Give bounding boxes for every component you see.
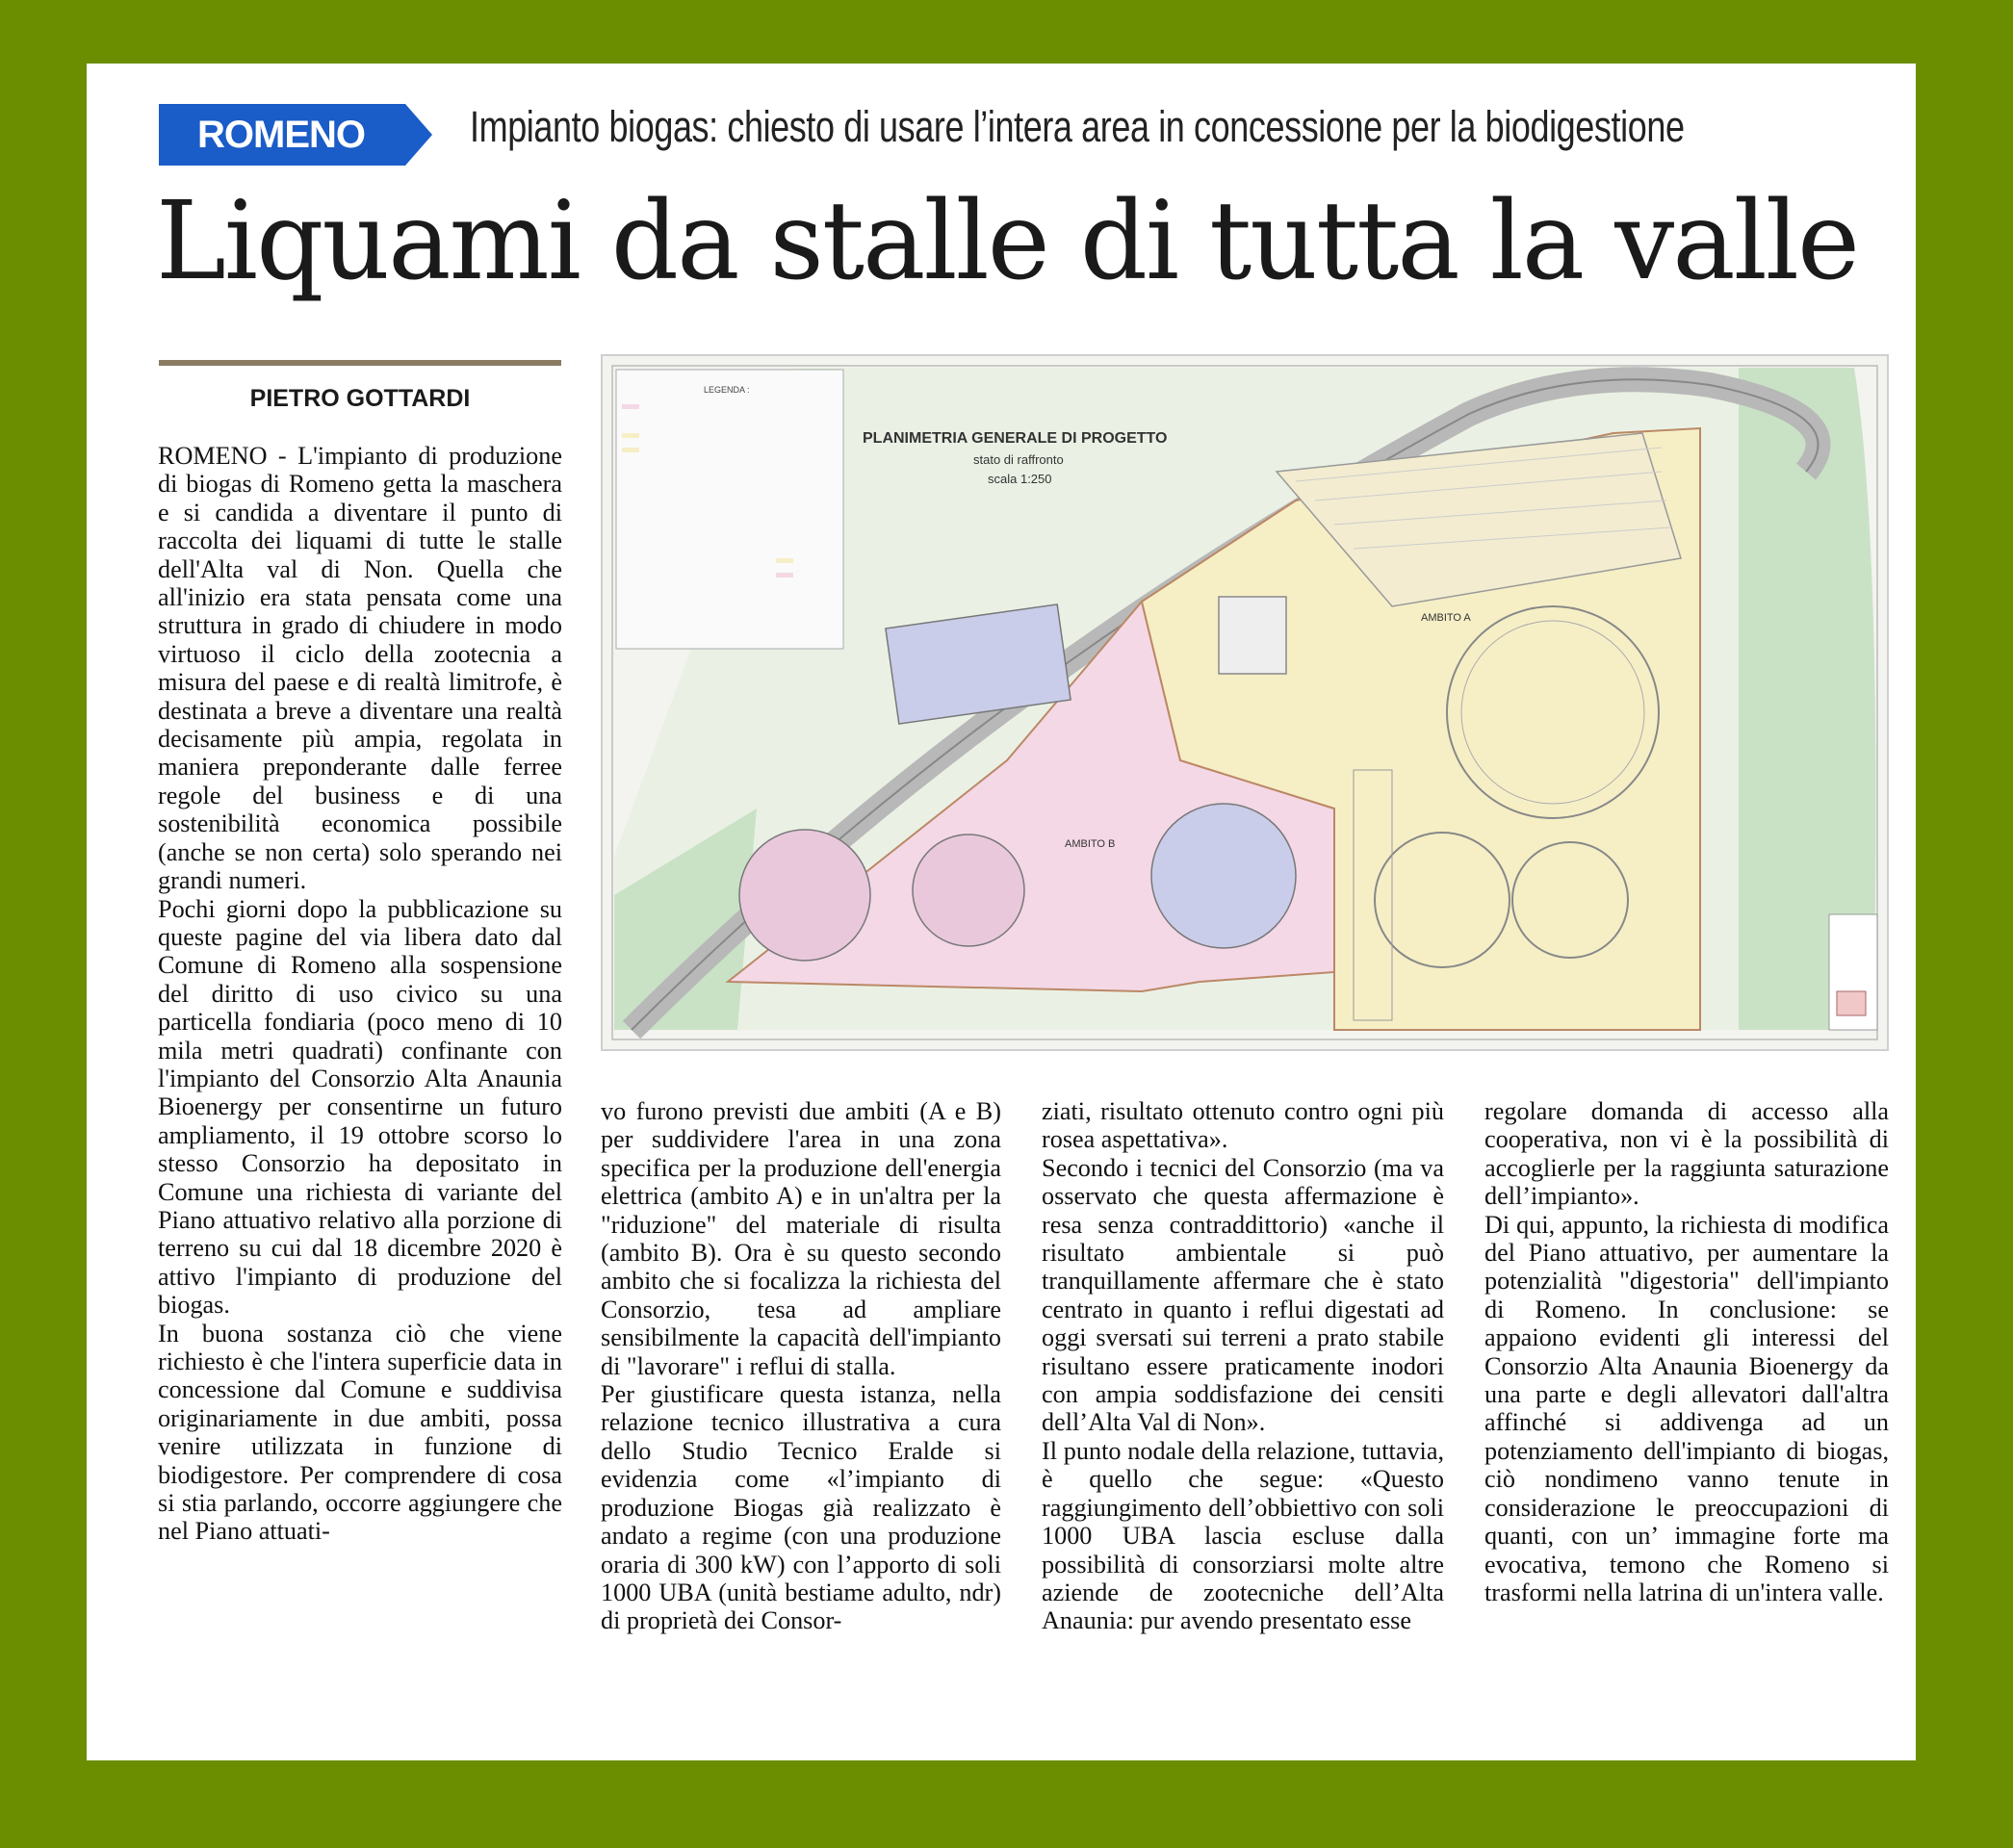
byline-rule xyxy=(159,360,561,366)
paragraph: Pochi giorni dopo la pubblicazione su queste pagine del via libera dato dal Comune di Romeno alla sospensione del diritto di uso civico su una particella fondiaria (poco meno di 10 mila metri quadrati) confinante con l'impianto del Consorzio Alta Anaunia Bioenergy per consentirne un futuro ampliamento, il 19 ottobre scorso lo stesso Consorzio ha depositato in Comune una richiesta di variante del Piano attuativo relativo alla porzione di terreno su cui dal 18 dicembre 2020 è attivo l'impianto di produzione del biogas. xyxy=(158,894,562,1320)
paragraph: Di qui, appunto, la richiesta di modifica del Piano attuativo, per aumentare la potenzialità "digestoria" dell'impianto di Romeno. In conclusione: se appaiono evidenti gli interessi del Consorzio Alta Anaunia Bioenergy da una parte e degli allevatori dall'altra affinché si addivenga ad un potenziamento dell'impianto di biogas, ciò nondimeno vanno tenute in considerazione le preoccupazioni di quanti, con un’ immagine forte ma evocativa, temono che Romeno si trasformi nella latrina di un'intera valle. xyxy=(1484,1210,1889,1606)
paragraph: ziati, risultato ottenuto contro ogni più rosea aspettativa». xyxy=(1042,1097,1444,1154)
article-headline: Liquami da stalle di tutta la valle xyxy=(156,179,1859,304)
article-column-4 xyxy=(1484,1097,1889,1606)
site-plan-figure xyxy=(601,354,1889,1051)
ambito-b-label: AMBITO B xyxy=(1065,838,1116,850)
paragraph: regolare domanda di accesso alla cooperativa, non vi è la possibilità di accoglierle per la raggiunta saturazione dell’impianto». xyxy=(1484,1097,1889,1211)
plan-scale: scala 1:250 xyxy=(988,472,1052,486)
kicker xyxy=(159,104,405,166)
article-column-3 xyxy=(1042,1097,1444,1635)
paragraph: Per giustificare questa istanza, nella relazione tecnico illustrativa a cura dello Studio Tecnico Eralde si evidenzia come «l’impianto di produzione Biogas già realizzato è andato a regime (con una produzione oraria di 300 kW) con l’apporto di soli 1000 UBA (unità bestiame adulto, ndr) di proprietà dei Consor- xyxy=(601,1380,1001,1635)
paragraph: Secondo i tecnici del Consorzio (ma va osservato che questa affermazione è resa senza contraddittorio) «anche il risultato ambientale si può tranquillamente affermare che è stato centrato in quanto i reflui digestati ad oggi sversati sui terreni a prato stabile risultano essere praticamente inodori con ampia soddisfazione dei censiti dell’Alta Val di Non». xyxy=(1042,1153,1444,1437)
article-column-1 xyxy=(158,442,562,1546)
site-plan-drawing xyxy=(603,356,1887,1049)
paragraph: Il punto nodale della relazione, tuttavia, è quello che segue: «Questo raggiungimento dell’obbiettivo con soli 1000 UBA lascia escluse dalla possibilità di consorziarsi molte altre aziende de zootecniche dell’Alta Anaunia: pur avendo presentato esse xyxy=(1042,1436,1444,1635)
byline: PIETRO GOTTARDI xyxy=(249,385,471,412)
plan-subtitle: stato di raffronto xyxy=(973,452,1064,467)
newspaper-page xyxy=(87,64,1916,1760)
ambito-a-label: AMBITO A xyxy=(1421,612,1471,624)
paragraph: vo furono previsti due ambiti (A e B) per suddividere l'area in una zona specifica per la produzione dell'energia elettrica (ambito A) e in un'altra per la "riduzione" del materiale di risulta (ambito B). Ora è su questo secondo ambito che si focalizza la richiesta del Consorzio, tesa ad ampliare sensibilmente la capacità dell'impianto di "lavorare" i reflui di stalla. xyxy=(601,1097,1001,1380)
plan-title: PLANIMETRIA GENERALE DI PROGETTO xyxy=(863,430,1168,447)
article-subtitle: Impianto biogas: chiesto di usare l’intera area in concessione per la biodigestione xyxy=(470,102,1685,151)
paragraph: ROMENO - L'impianto di produzione di biogas di Romeno getta la maschera e si candida a diventare il punto di raccolta dei liquami di tutte le stalle dell'Alta val di Non. Quella che all'inizio era stata pensata come una struttura in grado di chiudere in modo virtuoso il ciclo della zootecnia a misura del paese e di realtà limitrofe, è destinata a breve a diventare una realtà decisamente più ampia, regolata in maniera preponderante dalle ferree regole del business e di una sostenibilità economica possibile (anche se non certa) solo sperando nei grandi numeri. xyxy=(158,442,562,895)
section-tag: ROMENO xyxy=(159,104,405,166)
article-column-2 xyxy=(601,1097,1001,1635)
paragraph: In buona sostanza ciò che viene richiesto è che l'intera superficie data in concessione dal Comune e suddivisa originariamente in due ambiti, possa venire utilizzata in funzione di biodigestore. Per comprendere di cosa si stia parlando, occorre aggiungere che nel Piano attuati- xyxy=(158,1319,562,1546)
legend-title: LEGENDA : xyxy=(704,385,750,395)
